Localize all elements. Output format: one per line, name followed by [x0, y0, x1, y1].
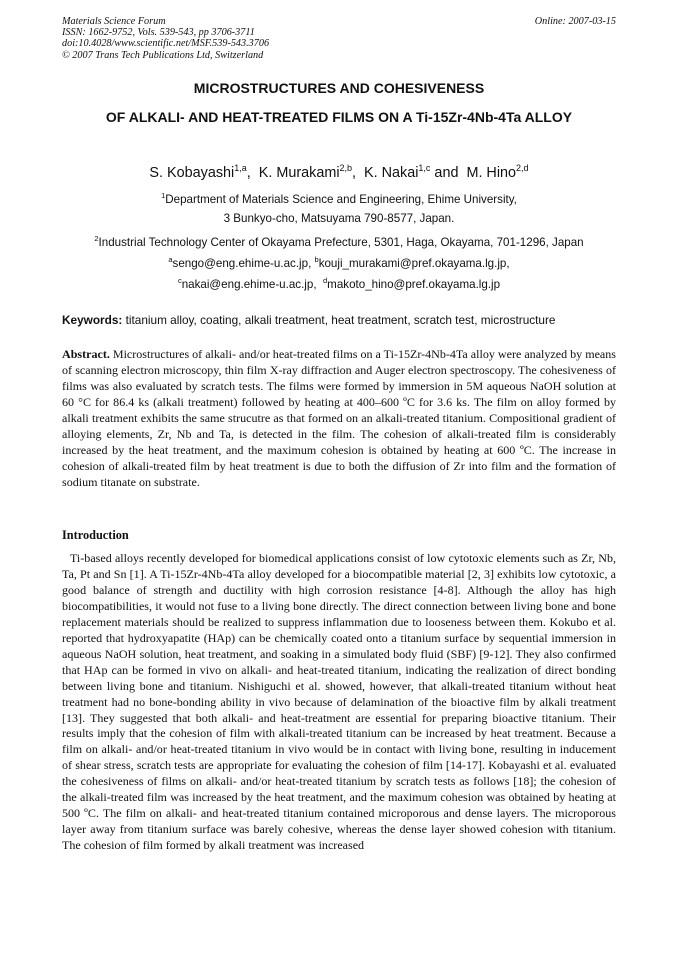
affiliation-mark: 1 [161, 191, 166, 200]
keywords-text: titanium alloy, coating, alkali treatment, heat treatment, scratch test, microstructure [122, 313, 556, 327]
author-name: K. Murakami [258, 164, 340, 181]
affiliation-2 [0, 234, 678, 249]
author-affiliation-mark: 1,a [234, 163, 247, 173]
email-mark: c [177, 276, 182, 285]
author-name: M. Hino [466, 164, 517, 181]
author-name: S. Kobayashi [149, 164, 235, 181]
email-address[interactable]: kouji_murakami@pref.okayama.lg.jp, [318, 256, 510, 270]
author-name: K. Nakai [364, 164, 419, 181]
email-mark: d [323, 276, 328, 285]
affiliation-1 [0, 191, 678, 206]
email-line-1 [0, 255, 678, 270]
email-mark: b [314, 255, 319, 264]
keywords-line [62, 313, 622, 327]
introduction-paragraph: Ti-based alloys recently developed for biomedical applications consist of low cytotoxic elements such as Zr, Nb, Ta, Pt and Sn [1]. A Ti-15Zr-4Nb-4Ta alloy developed for a biocompatible material [2, 3] exhibits low cytotoxic, a good balance of strength and ductility with high corrosion resistance [4-8]. Although the alloy has high biocompatibilities, it would not fuse to a living bone directly. The direct connection between living bone and bone replacement materials should be realized to suppress inflammation due to looseness between them. Kokubo et al. reported that hydroxyapatite (HAp) can be chemically coated onto a titanium surface by sequential immersion in aqueous NaOH solution, heat treatment, and soaking in a simulated body fluid (SBF) [9-12]. They also confirmed that HAp can be formed in vivo on alkali- and heat-treated titanium, indicating the realization of direct bonding between living bone and titanium. Nishiguchi et al. showed, however, that alkali-treated titanium without heat treatment had no bone-bonding ability in vivo because of delamination of the bioactive film by alkali treatment [13]. They suggested that both alkali- and heat-treatment are essential for preparing bioactive titanium. Their results imply that the cohesion of film with alkali-treated titanium can be increased by heat treatment. Because a film on alkali- and/or heat-treated titanium in vivo would be in contact with living bone, resulting in inducement of shear stress, scratch tests are appropriate for evaluating the cohesion of film [14-17]. Kobayashi et al. evaluated the cohesiveness of films on alkali- and/or heat-treated titanium by scratch tests as follows [18]; the cohesion of the alkali-treated film was increased by the heat treatment, and the maximum cohesion was obtained by heating at 500 ºC. The film on alkali- and heat-treated titanium contained microporous and dense layers. The microporous layer away from titanium surface was barely cohesive, whereas the dense layer showed cohesion with titanium. The cohesion of film formed by alkali treatment was increased [62, 551, 616, 853]
journal-header [62, 16, 269, 61]
doi-line: doi:10.4028/www.scientific.net/MSF.539-543.3706 [62, 38, 270, 50]
email-mark: a [168, 255, 173, 264]
paper-title-line-2: OF ALKALI- AND HEAT-TREATED FILMS ON A Ti-15Zr-4Nb-4Ta ALLOY [105, 109, 573, 125]
author-affiliation-mark: 2,b [339, 163, 353, 173]
paper-title-line-1: MICROSTRUCTURES AND COHESIVENESS [193, 80, 485, 96]
online-date: Online: 2007-03-15 [534, 16, 616, 27]
author-separator: and [430, 164, 467, 181]
abstract-text: Microstructures of alkali- and/or heat-treated films on a Ti-15Zr-4Nb-4Ta alloy were analyzed by means of scanning electron microscopy, thin film X-ray diffraction and Auger electron spectroscopy. The cohesiveness of films was also evaluated by scratch tests. The films were formed by immersion in 5M aqueous NaOH solution at 60 °C for 86.4 ks (alkali treatment) followed by heating at 400–600 ºC for 3.6 ks. The film on alloy formed by alkali treatment exhibits the same strucutre as that formed on an alkali-treated titanium. Compositional gradient of alloying elements, Zr, Nb and Ta, is detected in the film. The cohesion of alkali-treated film is considerably increased by the heat treatment, and the maximum cohesion is obtained by heating at 600 ºC. The increase in cohesion of alkali-treated film by heat treatment is due to both the diffusion of Zr into film and the formation of sodium titanate on substrate. [62, 347, 616, 489]
abstract-paragraph [62, 347, 616, 491]
keywords-label: Keywords: [62, 313, 123, 327]
author-separator: , [246, 164, 259, 181]
author-affiliation-mark: 1,c [418, 163, 431, 173]
affiliation-mark: 2 [94, 234, 99, 243]
email-address[interactable]: makoto_hino@pref.okayama.lg.jp [327, 277, 501, 291]
author-list [0, 163, 678, 181]
affiliation-text: Industrial Technology Center of Okayama Prefecture, 5301, Haga, Okayama, 701-1296, Japan [98, 235, 584, 249]
email-address[interactable]: nakai@eng.ehime-u.ac.jp, [181, 277, 323, 291]
affiliation-1-address: 3 Bunkyo-cho, Matsuyama 790-8577, Japan. [223, 212, 455, 225]
section-heading-introduction: Introduction [62, 528, 129, 542]
email-line-2 [0, 276, 678, 291]
copyright-line: © 2007 Trans Tech Publications Ltd, Switzerland [62, 49, 264, 61]
email-address[interactable]: sengo@eng.ehime-u.ac.jp, [172, 256, 315, 270]
issn-line: ISSN: 1662-9752, Vols. 539-543, pp 3706-3711 [62, 27, 255, 39]
journal-name: Materials Science Forum [62, 16, 166, 27]
affiliation-text: Department of Materials Science and Engineering, Ehime University, [165, 192, 517, 206]
author-affiliation-mark: 2,d [516, 163, 529, 173]
author-separator: , [352, 164, 365, 181]
abstract-label: Abstract. [62, 347, 110, 361]
